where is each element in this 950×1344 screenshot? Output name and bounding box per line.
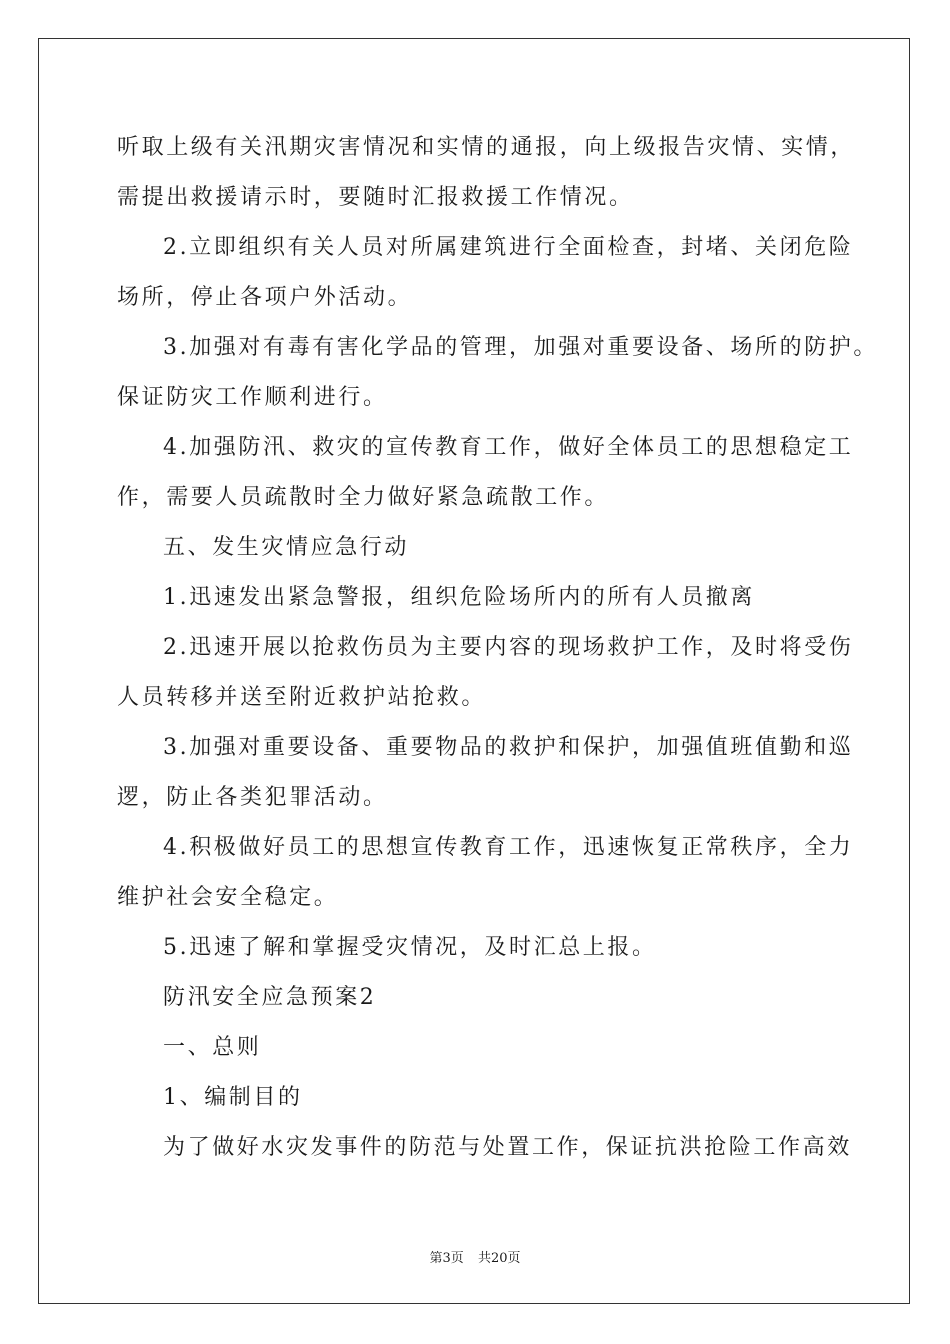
text-line: 4.加强防汛、救灾的宣传教育工作，做好全体员工的思想稳定工 bbox=[163, 435, 854, 460]
text-line: 人员转移并送至附近救护站抢救。 bbox=[117, 685, 487, 710]
text-line: 需提出救援请示时，要随时汇报救援工作情况。 bbox=[117, 185, 634, 210]
text-line: 2.迅速开展以抢救伤员为主要内容的现场救护工作，及时将受伤 bbox=[163, 635, 854, 660]
page-footer bbox=[0, 1247, 950, 1266]
text-line: 3.加强对重要设备、重要物品的救护和保护，加强值班值勤和巡 bbox=[163, 735, 854, 760]
text-line: 保证防灾工作顺利进行。 bbox=[117, 385, 388, 410]
text-line: 逻，防止各类犯罪活动。 bbox=[117, 785, 388, 810]
text-line: 2.立即组织有关人员对所属建筑进行全面检查，封堵、关闭危险 bbox=[163, 235, 854, 260]
text-line: 1、编制目的 bbox=[163, 1085, 303, 1110]
total-pages: 共20页 bbox=[477, 1251, 521, 1266]
text-line: 维护社会安全稳定。 bbox=[117, 885, 339, 910]
text-line: 防汛安全应急预案2 bbox=[163, 985, 377, 1010]
text-line: 为了做好水灾发事件的防范与处置工作，保证抗洪抢险工作高效 bbox=[163, 1135, 852, 1160]
text-line: 五、发生灾情应急行动 bbox=[163, 535, 410, 560]
text-line: 场所，停止各项户外活动。 bbox=[117, 285, 413, 310]
text-line: 听取上级有关汛期灾害情况和实情的通报，向上级报告灾情、实情， bbox=[117, 135, 856, 160]
text-line: 3.加强对有毒有害化学品的管理，加强对重要设备、场所的防护。 bbox=[163, 335, 878, 360]
text-line: 5.迅速了解和掌握受灾情况，及时汇总上报。 bbox=[163, 935, 657, 960]
page-number: 第3页 bbox=[429, 1251, 464, 1266]
text-line: 作，需要人员疏散时全力做好紧急疏散工作。 bbox=[117, 485, 610, 510]
document-body bbox=[117, 128, 878, 1178]
text-line: 1.迅速发出紧急警报，组织危险场所内的所有人员撤离 bbox=[163, 585, 755, 610]
text-line: 一、总则 bbox=[163, 1035, 262, 1060]
text-line: 4.积极做好员工的思想宣传教育工作，迅速恢复正常秩序，全力 bbox=[163, 835, 854, 860]
